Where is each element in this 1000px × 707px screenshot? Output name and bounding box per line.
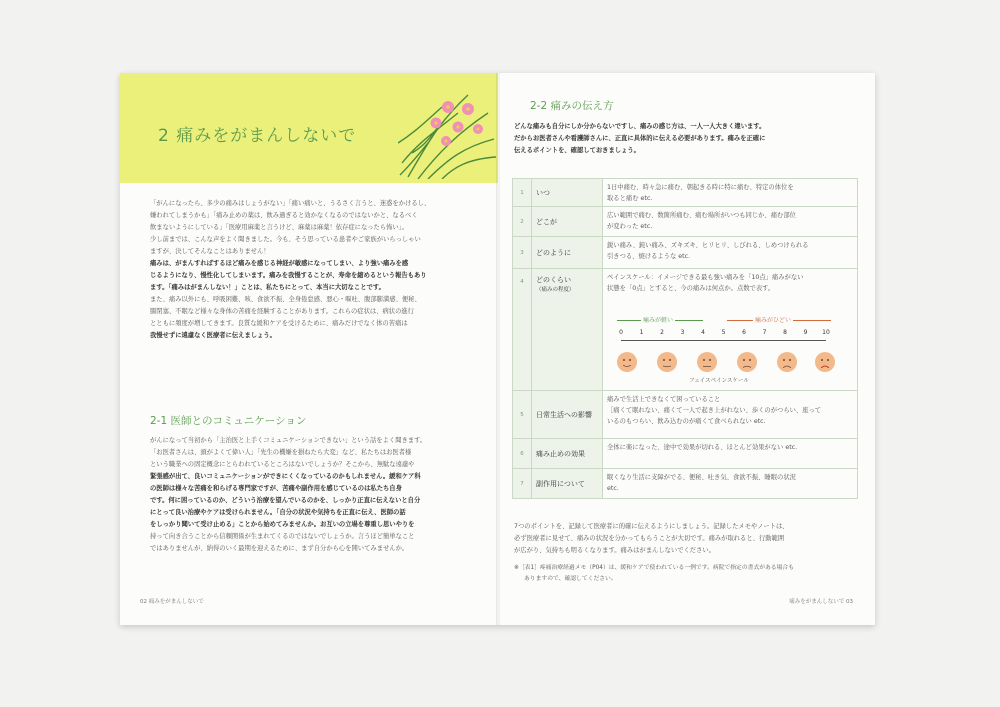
text-line: 伝えるポイントを、確認しておきましょう。 xyxy=(514,147,640,154)
face-icon xyxy=(815,352,835,372)
text-line: にとって良い治療やケアは受けられません。「自分の状況や気持ちを正直に伝え、医師の話 xyxy=(150,509,406,516)
row-number: 3 xyxy=(513,237,532,269)
text-line: ※［表1］疼痛治療経過メモ（P04）は、緩和ケアで使われている一例です。病院で指定の書式がある場合も xyxy=(514,565,794,571)
text-line: 痛みは、がまんすればするほど痛みを感じる神経が敏感になってしまい、より強い痛みを感 xyxy=(150,260,409,267)
left-page xyxy=(120,73,498,625)
desc-line: 痛みで生活上できなくて困っていること xyxy=(607,396,721,403)
row-number: 5 xyxy=(513,391,532,439)
table-row xyxy=(513,269,858,391)
row-label: 痛み止めの効果 xyxy=(532,439,603,469)
desc-line: 広い範囲で痛む、数箇所痛む、痛む場所がいつも同じか、痛む部位 xyxy=(607,212,796,219)
scale-axis xyxy=(621,340,826,341)
scale-tick: 3 xyxy=(680,329,685,336)
text-line: どんな痛みも自分にしか分からないですし、痛みの感じ方は、一人一人大きく違います。 xyxy=(514,123,766,130)
text-line: ありますので、確認してください。 xyxy=(524,576,617,582)
text-line: 飲まないようにしている」「医療用麻薬と言うけど、麻薬は麻薬！依存症になったら怖い」。 xyxy=(150,224,409,231)
text-line: 緊張感が出て、良いコミュニケーションができにくくなっているのかもしれません。緩和ケア科 xyxy=(150,473,421,480)
desc-line: 引きつる、焼けるような etc. xyxy=(607,253,691,260)
scale-tick: 2 xyxy=(660,329,664,336)
text-line: 嫌われてしまうかも」「痛み止めの薬は、飲み過ぎると効かなくなるのではないかと、なるべく xyxy=(150,212,418,219)
pain-points-table xyxy=(512,178,858,499)
scale-caption: フェイスペインスケール xyxy=(689,378,749,384)
desc-line: ［痛くて眠れない、痛くて一人で起き上がれない、歩くのがつらい、座って xyxy=(607,407,822,414)
text-line: 「がんになったら、多少の痛みはしょうがない」「痛い痛いと、うるさく言うと、迷惑をかけるし、 xyxy=(150,200,431,207)
row-label: どのように xyxy=(532,237,603,269)
page-title: 2 痛みをがまんしないで xyxy=(158,126,357,146)
booklet-spread xyxy=(120,73,875,625)
text-line: 7つのポイントを、記録して医療者に的確に伝えるようにしましょう。記録したメモやノートは、 xyxy=(514,523,789,530)
text-line: 腸閉塞、不眠など様々な身体の苦痛を経験することがあります。これらの症状は、病状の進行 xyxy=(150,308,414,315)
table-row xyxy=(513,469,858,499)
row-label-main: どのくらい xyxy=(536,276,571,284)
row-number: 1 xyxy=(513,179,532,207)
intro-paragraph xyxy=(150,198,480,342)
face-icon xyxy=(777,352,797,372)
scale-tick: 4 xyxy=(701,329,705,336)
text-line: だからお医者さんや看護師さんに、正直に具体的に伝える必要があります。痛みを正確に xyxy=(514,135,766,142)
desc-line: 眠くなり生活に支障がでる、便秘、吐き気、食欲不振、睡眠の状況 xyxy=(607,474,796,481)
row-desc xyxy=(603,237,858,269)
scale-tick: 9 xyxy=(803,329,808,336)
table-row xyxy=(513,237,858,269)
table-row xyxy=(513,391,858,439)
text-line: 必ず医療者に見せて、痛みの状況を分かってもらうことが大切です。痛みが取れると、行動範囲 xyxy=(514,535,785,542)
desc-line: 取ると痛む etc. xyxy=(607,195,653,202)
scale-tick: 5 xyxy=(721,329,726,336)
text-line: 「お医者さんは、頭がよくて偉い人」「先生の機嫌を損ねたら大変」など、私たちはお医者様 xyxy=(150,449,412,456)
desc-line: 状態を「0点」とすると、今の痛みは何点か。点数で表す。 xyxy=(607,285,775,292)
section-heading: 2-1 医師とのコミュニケーション xyxy=(150,415,307,427)
text-line: がんになって当初から「主治医と上手くコミュニケーションできない」という話をよく聞きます。 xyxy=(150,437,427,444)
flower-illustration xyxy=(398,83,496,179)
row-label: いつ xyxy=(532,179,603,207)
text-line: という職業への固定概念にとらわれているところはないでしょうか？そこから、無駄な遠慮や xyxy=(150,461,415,468)
desc-line: 鋭い痛み、鈍い痛み、ズキズキ、ヒリヒリ、しびれる、しめつけられる xyxy=(607,242,809,249)
text-line: ではありませんが、納得のいく最期を迎えるために、まず自分から心を開いてみませんか。 xyxy=(150,545,409,552)
row-label: 日常生活への影響 xyxy=(532,391,603,439)
table-row xyxy=(513,439,858,469)
table-row xyxy=(513,207,858,237)
row-desc xyxy=(603,469,858,499)
scale-tick: 10 xyxy=(822,329,830,336)
table-row xyxy=(513,179,858,207)
row-number: 6 xyxy=(513,439,532,469)
face-pain-scale xyxy=(607,294,853,386)
face-icon xyxy=(617,352,637,372)
row-label: 副作用について xyxy=(532,469,603,499)
row-label xyxy=(532,269,603,391)
row-sublabel: （痛みの程度） xyxy=(536,287,575,293)
right-outro xyxy=(514,521,859,557)
scale-tick: 1 xyxy=(639,329,644,336)
row-desc xyxy=(603,269,858,391)
text-line: が広がり、気持ちも明るくなります。痛みはがまんしないでください。 xyxy=(514,547,715,554)
row-number: 7 xyxy=(513,469,532,499)
right-note xyxy=(514,563,859,585)
page-footer-right: 痛みをがまんしないで 03 xyxy=(789,599,853,605)
text-line: じるようになり、慢性化してしまいます。痛みを我慢することが、寿命を縮めるという報告もあり xyxy=(150,272,427,279)
right-intro xyxy=(514,121,859,157)
text-line: 持って向き合うことから信頼関係が生まれてくるのではないでしょうか。言うほど簡単なこと xyxy=(150,533,415,540)
text-line: をしっかり聞いて受け止める」ことから始めてみませんか。お互いの立場を尊重し思いやりを xyxy=(150,521,415,528)
right-page xyxy=(500,73,875,625)
scale-label-severe: 痛みがひどい xyxy=(755,317,792,324)
scale-label-light: 痛みが軽い xyxy=(643,317,674,324)
section-paragraph xyxy=(150,435,480,555)
scale-tick: 8 xyxy=(783,329,787,336)
desc-line: 全体に楽になった、途中で効果が切れる、ほとんど効果がない etc. xyxy=(607,444,798,451)
row-desc xyxy=(603,179,858,207)
text-line: ますが、決してそんなことはありません！ xyxy=(150,248,270,255)
face-icon xyxy=(737,352,757,372)
scale-tick: 7 xyxy=(762,329,767,336)
desc-line: 1日中痛む、時々急に痛む、朝起きる時に特に痛む、特定の体位を xyxy=(607,184,794,191)
row-number: 4 xyxy=(513,269,532,391)
desc-line: etc. xyxy=(607,485,619,492)
desc-line: ペインスケール：イメージできる最も強い痛みを「10点」痛みがない xyxy=(607,274,804,281)
face-icon xyxy=(697,352,717,372)
text-line: また、痛み以外にも、呼吸困難、咳、食欲不振、全身倦怠感、悪心・嘔吐、腹部膨満感、便秘、 xyxy=(150,296,421,303)
desc-line: いるのもつらい、飲み込むのが痛くて食べられない etc. xyxy=(607,418,766,425)
row-number: 2 xyxy=(513,207,532,237)
text-line: とともに頻度が増してきます。良質な緩和ケアを受けるために、痛みだけでなく体の苦痛は xyxy=(150,320,408,327)
text-line: です。何に困っているのか、どういう治療を望んでいるのかを、しっかり正直に伝えないと自分 xyxy=(150,497,421,504)
page-footer-left: 02 痛みをがまんしないで xyxy=(140,599,204,605)
text-line: 少し前までは、こんな声をよく聞きました。今も、そう思っている患者やご家族がいらっしゃい xyxy=(150,236,421,243)
text-line: ます。「痛みはがまんしない！」ことは、私たちにとって、本当に大切なことです。 xyxy=(150,284,385,291)
text-line: 我慢せずに遠慮なく医療者に伝えましょう。 xyxy=(150,332,276,339)
scale-tick: 6 xyxy=(742,329,746,336)
row-label: どこが xyxy=(532,207,603,237)
row-desc xyxy=(603,391,858,439)
scale-tick: 0 xyxy=(619,329,623,336)
desc-line: が変わった etc. xyxy=(607,223,653,230)
face-icon xyxy=(657,352,677,372)
section-heading: 2-2 痛みの伝え方 xyxy=(530,100,614,112)
row-desc xyxy=(603,207,858,237)
row-desc xyxy=(603,439,858,469)
text-line: の医師は様々な苦痛を和らげる専門家ですが、苦痛や副作用を感じているのは私たち自身 xyxy=(150,485,402,492)
